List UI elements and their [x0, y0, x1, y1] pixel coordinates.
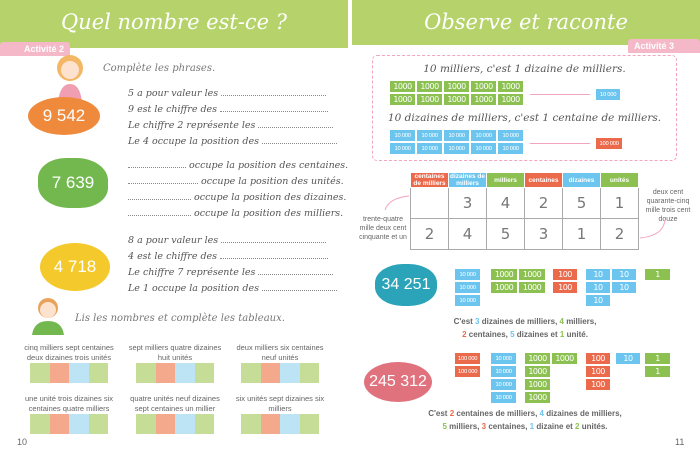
number-words: cinq milliers sept centaines deux dizaines trois unités — [24, 343, 114, 362]
block-group — [586, 353, 610, 390]
sentence-segment: 2 — [449, 409, 455, 418]
table-cell: 1 — [563, 219, 601, 250]
sentence-segment: unités. — [579, 422, 608, 431]
sentence-segment: 5 — [442, 422, 447, 431]
block-10000: 10 000 — [455, 269, 480, 280]
block-1: 1 — [645, 366, 670, 377]
table-cell: 1 — [601, 188, 639, 219]
answer-blank[interactable] — [221, 235, 326, 243]
block-1000: 1000 — [552, 353, 577, 364]
column-header: dizaines — [563, 173, 601, 188]
table-cell: 3 — [525, 219, 563, 250]
sentence-line — [350, 315, 700, 328]
block-group — [553, 269, 577, 293]
sentence-segment: 4 — [539, 409, 544, 418]
column-header: unités — [601, 173, 639, 188]
sentence-segment: 4 — [559, 317, 564, 326]
column-header: dizaines de milliers — [449, 173, 486, 187]
answer-blank[interactable] — [258, 120, 333, 128]
sentence-segment: 3 — [475, 317, 480, 326]
block-group — [645, 269, 670, 280]
table-cell: 2 — [411, 219, 449, 250]
sentence-line — [350, 407, 700, 420]
block-10: 10 — [612, 269, 636, 280]
block-1000: 1000 — [390, 81, 415, 92]
answer-blank[interactable] — [128, 208, 191, 216]
sentence: 9 est le chiffre des — [128, 104, 218, 115]
column-header: milliers — [487, 173, 525, 188]
instruction-complete-sentences: Complète les phrases. — [103, 63, 216, 74]
block-group — [491, 353, 516, 403]
sentence-34251 — [350, 315, 700, 341]
block-100000: 100 000 — [455, 366, 480, 377]
block-10: 10 — [616, 353, 640, 364]
arrow — [530, 94, 590, 95]
sentence-segment: C'est — [453, 317, 476, 326]
activity-3-tab: Activité 3 — [628, 39, 700, 53]
block-10000: 10 000 — [390, 143, 415, 154]
block-1: 1 — [645, 269, 670, 280]
answer-blank[interactable] — [258, 267, 333, 275]
sentence-segment: centaines, — [466, 330, 511, 339]
block-1000: 1000 — [525, 379, 550, 390]
block-group — [645, 353, 670, 377]
boy-illustration-icon — [28, 295, 68, 337]
answer-blank[interactable] — [128, 160, 186, 168]
block-10000: 10 000 — [471, 130, 496, 141]
sentence-segment: 1 — [559, 330, 565, 339]
block-1000: 1000 — [525, 366, 550, 377]
block-1000: 1000 — [444, 81, 469, 92]
sentence-segment: unité. — [564, 330, 588, 339]
sentence: 4 est le chiffre des — [128, 251, 218, 262]
block-10000: 10 000 — [390, 130, 415, 141]
arrow-icon — [637, 218, 667, 242]
block-group — [455, 353, 480, 377]
block-group — [525, 353, 577, 403]
table-row — [411, 188, 639, 219]
sentence: Le chiffre 2 représente les — [128, 120, 256, 131]
table-cell: 2 — [525, 188, 563, 219]
block-100: 100 — [586, 366, 610, 377]
number-words: une unité trois dizaines six centaines quatre milliers — [25, 394, 113, 413]
sentence-segment: 2 — [462, 330, 467, 339]
block-group — [586, 269, 636, 306]
place-value-boxes[interactable] — [241, 414, 319, 434]
sentence-245312 — [350, 407, 700, 433]
table-cell: 4 — [487, 188, 525, 219]
sentence-segment: dizaine et — [534, 422, 576, 431]
sentence-segment: C'est — [428, 409, 450, 418]
block-10000: 10 000 — [417, 130, 442, 141]
column-header: centaines — [525, 173, 563, 188]
block-10000: 10 000 — [491, 366, 516, 377]
table-cell: 3 — [449, 188, 487, 219]
sentence-segment: dizaines de milliers, — [543, 409, 622, 418]
place-value-boxes[interactable] — [30, 414, 108, 434]
number-bubble-4718: 4 718 — [40, 243, 110, 291]
thousand-blocks — [390, 81, 523, 105]
block-group — [455, 269, 480, 306]
rule-2-text: 10 dizaines de milliers, c'est 1 centaine de milliers. — [387, 112, 662, 124]
page-number-left: 10 — [17, 437, 28, 447]
block-1000: 1000 — [417, 81, 442, 92]
block-1000: 1000 — [444, 94, 469, 105]
table-row — [411, 219, 639, 250]
sentence-segment: 1 — [529, 422, 535, 431]
answer-blank[interactable] — [128, 176, 198, 184]
number-words: six unités sept dizaines six milliers — [235, 394, 325, 413]
sentence-segment: centaines de milliers, — [454, 409, 540, 418]
block-group — [616, 353, 640, 364]
table-cell: 5 — [563, 188, 601, 219]
table-cell: 2 — [601, 219, 639, 250]
block-1000: 1000 — [471, 94, 496, 105]
arrow — [530, 143, 590, 144]
sentence: occupe la position des centaines. — [189, 160, 349, 171]
sentence-segment: 5 — [510, 330, 515, 339]
label-right: deux cent quarante-cinq mille trois cent douze — [645, 189, 691, 223]
answer-blank[interactable] — [262, 283, 337, 291]
block-1000: 1000 — [491, 282, 517, 293]
block-10000: 10 000 — [491, 379, 516, 390]
sentence: Le chiffre 7 représente les — [128, 267, 256, 278]
block-1000: 1000 — [471, 81, 496, 92]
block-1: 1 — [645, 353, 670, 364]
block-100: 100 — [553, 282, 577, 293]
place-value-boxes[interactable] — [136, 363, 214, 383]
table-cell — [411, 188, 449, 219]
place-value-table — [410, 172, 639, 250]
left-banner — [0, 0, 348, 48]
sentence: Le 4 occupe la position des — [128, 136, 259, 147]
block-1000: 1000 — [519, 269, 545, 280]
page-number-right: 11 — [675, 437, 685, 447]
block-1000: 1000 — [498, 94, 523, 105]
sentence-segment: dizaines et — [514, 330, 560, 339]
column-header: centaines de milliers — [411, 173, 449, 188]
answer-blank[interactable] — [220, 104, 328, 112]
sentence: 8 a pour valeur les — [128, 235, 219, 246]
number-words: quatre unités neuf dizaines sept centaines un millier — [130, 394, 220, 413]
block-10000: 10 000 — [471, 143, 496, 154]
number-cloud-34251: 34 251 — [375, 264, 437, 306]
sentence: occupe la position des unités. — [201, 176, 344, 187]
block-1000: 1000 — [498, 81, 523, 92]
ten-thousand-block: 10 000 — [596, 89, 620, 100]
sentence-segment: milliers, — [563, 317, 597, 326]
block-1000: 1000 — [417, 94, 442, 105]
left-page-title: Quel nombre est-ce ? — [60, 10, 288, 34]
block-10000: 10 000 — [498, 143, 523, 154]
block-group — [491, 269, 545, 293]
label-left: trente-quatre mille deux cent cinquante et un — [359, 216, 407, 241]
table-cell: 5 — [487, 219, 525, 250]
answer-blank[interactable] — [262, 136, 337, 144]
block-100: 100 — [586, 353, 610, 364]
block-100: 100 — [586, 379, 610, 390]
rule-1-text: 10 milliers, c'est 1 dizaine de milliers. — [423, 63, 626, 75]
block-10: 10 — [586, 282, 610, 293]
number-words: deux milliers six centaines neuf unités — [236, 343, 324, 362]
block-10000: 10 000 — [491, 353, 516, 364]
number-bubble-245312: 245 312 — [364, 362, 432, 402]
place-value-boxes[interactable] — [241, 363, 319, 383]
activity-2-tab: Activité 2 — [0, 42, 70, 56]
block-100000: 100 000 — [455, 353, 480, 364]
sentence: occupe la position des dizaines. — [194, 192, 347, 203]
instruction-read-numbers: Lis les nombres et complète les tableaux. — [75, 313, 285, 324]
sentence-segment: dizaines de milliers, — [479, 317, 560, 326]
block-1000: 1000 — [390, 94, 415, 105]
hundred-thousand-block: 100 000 — [596, 138, 622, 149]
table-cell: 4 — [449, 219, 487, 250]
block-10: 10 — [612, 282, 636, 293]
sentence-segment: milliers, — [446, 422, 482, 431]
sentence-line — [350, 420, 700, 433]
answer-blank[interactable] — [128, 192, 191, 200]
sentence-segment: 2 — [575, 422, 580, 431]
block-10000: 10 000 — [444, 130, 469, 141]
sentence: occupe la position des milliers. — [194, 208, 344, 219]
block-10: 10 — [586, 295, 610, 306]
sentence-line — [350, 328, 700, 341]
number-words: sept milliers quatre dizaines huit unités — [128, 343, 222, 362]
block-100: 100 — [553, 269, 577, 280]
arrow-icon — [383, 192, 411, 212]
sentence-segment: 3 — [481, 422, 487, 431]
answer-blank[interactable] — [221, 88, 326, 96]
block-10000: 10 000 — [491, 392, 516, 403]
block-10000: 10 000 — [444, 143, 469, 154]
block-1000: 1000 — [525, 353, 550, 364]
block-10000: 10 000 — [498, 130, 523, 141]
block-1000: 1000 — [491, 269, 517, 280]
place-value-boxes[interactable] — [136, 414, 214, 434]
sentence: Le 1 occupe la position des — [128, 283, 259, 294]
block-1000: 1000 — [525, 392, 550, 403]
block-10000: 10 000 — [455, 295, 480, 306]
place-value-boxes[interactable] — [30, 363, 108, 383]
girl-illustration-icon — [52, 52, 88, 102]
block-10000: 10 000 — [455, 282, 480, 293]
ten-thousand-blocks — [390, 130, 523, 154]
sentence: 5 a pour valeur les — [128, 88, 219, 99]
number-cloud-7639: 7 639 — [38, 158, 108, 208]
sentence-segment: centaines, — [486, 422, 530, 431]
block-10000: 10 000 — [417, 143, 442, 154]
answer-blank[interactable] — [220, 251, 328, 259]
block-10: 10 — [586, 269, 610, 280]
right-page-title: Observe et raconte — [424, 10, 628, 34]
block-1000: 1000 — [519, 282, 545, 293]
number-bubble-9542: 9 542 — [28, 97, 100, 135]
